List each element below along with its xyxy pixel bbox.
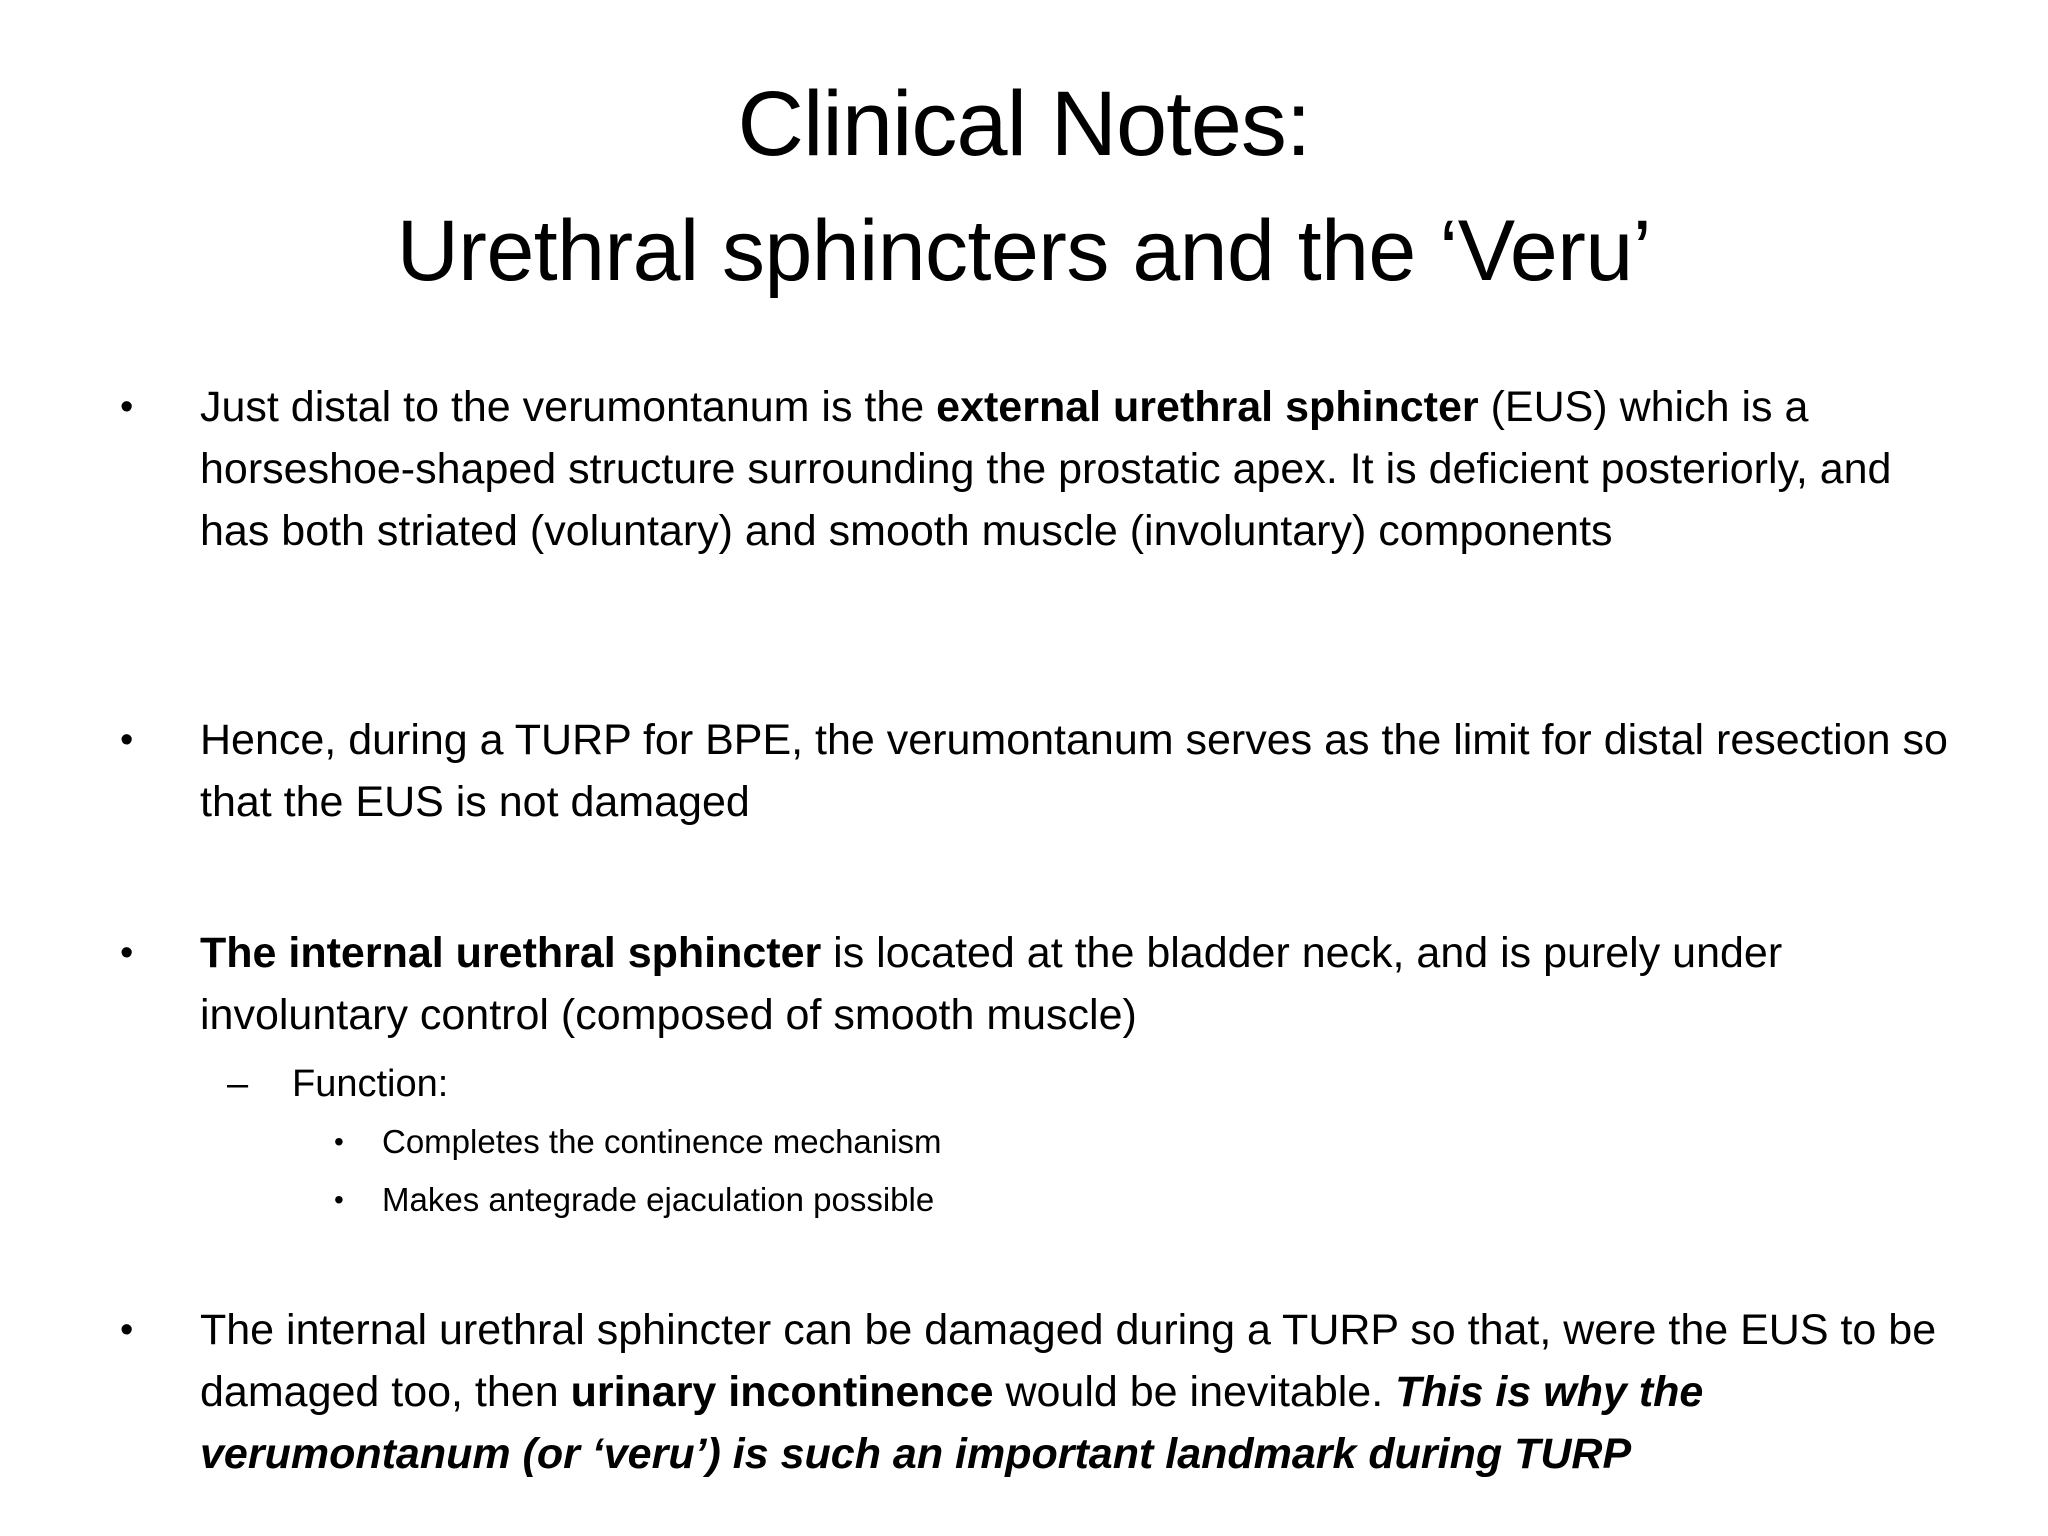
- bullet-dot: •: [334, 1184, 344, 1215]
- bullet-text-mid: would be inevitable.: [993, 1368, 1396, 1416]
- sub-bullet-label: Function:: [292, 1063, 449, 1105]
- bullet-incontinence: [120, 1299, 1960, 1485]
- subsub-bullet-continence: [334, 1120, 1782, 1164]
- slide-title: [0, 73, 2048, 299]
- bullet-text-bold-italic: This is why the verumontanum (or ‘veru’) is such an important landmark during TURP: [200, 1368, 1704, 1478]
- bullet-eus: [120, 376, 1960, 562]
- bullet-turp-limit: [120, 709, 1960, 833]
- bullet-text-post: (EUS) which is a horseshoe-shaped structure surrounding the prostatic apex. It is deficient posteriorly, and has both striated (voluntary) and smooth muscle (involuntary) components: [200, 383, 1892, 555]
- bullet-internal-sphincter: [120, 922, 1960, 1046]
- sub-dash: –: [227, 1063, 249, 1105]
- bullet-dot: •: [120, 1309, 134, 1351]
- bullet-text-bold: external urethral sphincter: [936, 383, 1479, 431]
- bullet-text-bold: urinary incontinence: [570, 1368, 994, 1416]
- bullet-dot: •: [120, 719, 134, 761]
- bullet-text: Hence, during a TURP for BPE, the verumontanum serves as the limit for distal resection so that the EUS is not damaged: [200, 716, 1948, 826]
- bullet-dot: •: [120, 932, 134, 974]
- subsub-bullet-ejaculation: [334, 1178, 1782, 1222]
- bullet-text-post: is located at the bladder neck, and is purely under involuntary control (composed of smooth muscle): [200, 929, 1783, 1039]
- sub-bullet-function: [227, 1059, 1892, 1109]
- bullet-text-bold: The internal urethral sphincter: [200, 929, 822, 977]
- bullet-dot: •: [120, 386, 134, 428]
- bullet-text-pre: The internal urethral sphincter can be damaged during a TURP so that, were the EUS to be damaged too, then: [200, 1306, 1937, 1416]
- title-subheading: Urethral sphincters and the ‘Veru’: [396, 203, 1652, 299]
- title-heading: Clinical Notes:: [737, 73, 1311, 175]
- subsub-bullet-text: Makes antegrade ejaculation possible: [382, 1181, 935, 1218]
- bullet-dot: •: [334, 1126, 344, 1157]
- subsub-bullet-text: Completes the continence mechanism: [382, 1123, 942, 1160]
- bullet-text-pre: Just distal to the verumontanum is the: [200, 383, 937, 431]
